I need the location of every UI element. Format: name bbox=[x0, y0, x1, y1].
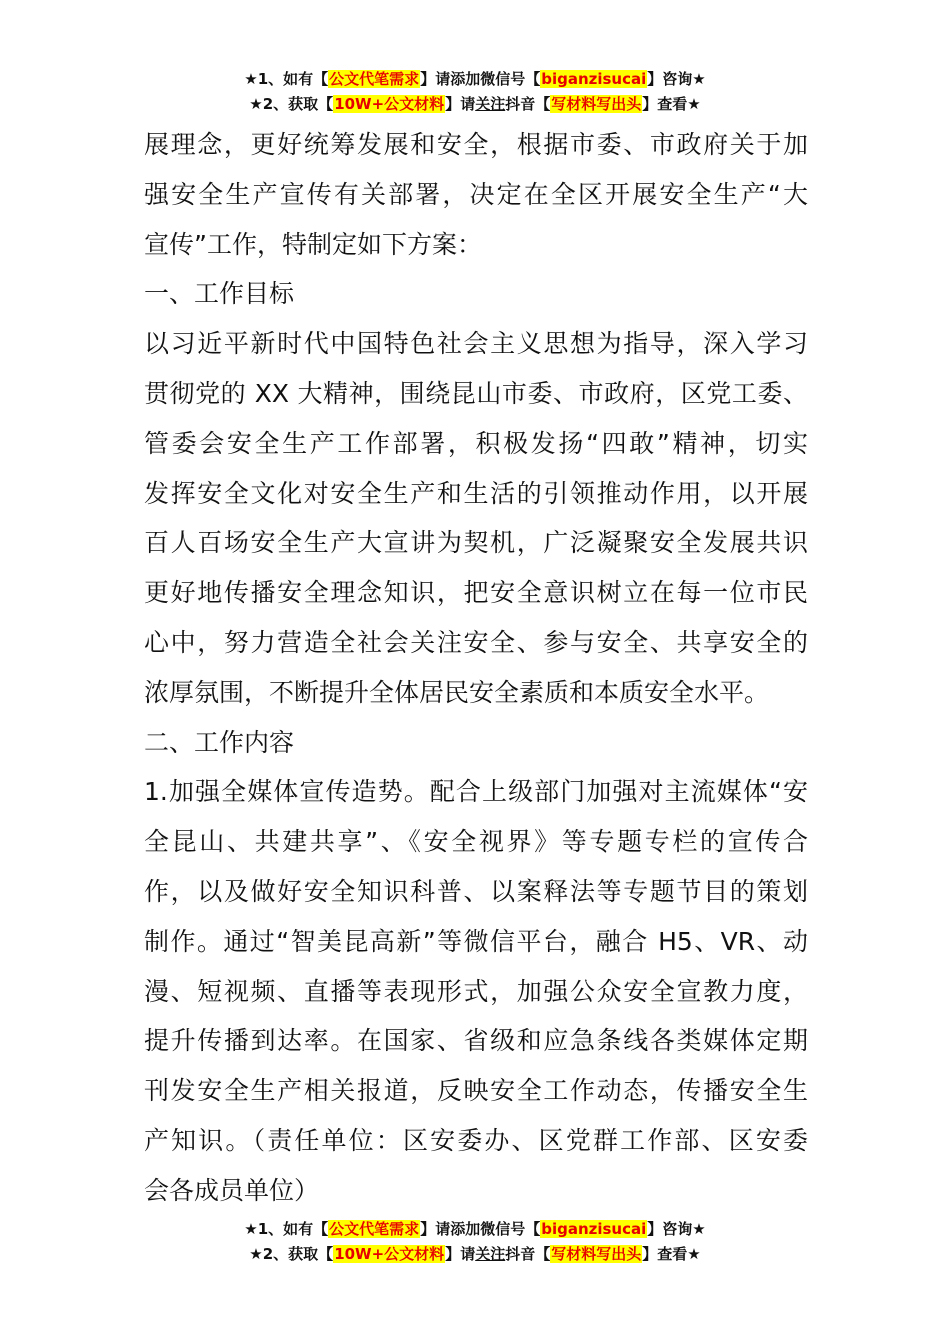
body-line: 制作。通过“智美昆高新”等微信平台，融合 H5、VR、动 bbox=[144, 926, 808, 956]
body-line: 浓厚氛围，不断提升全体居民安全素质和本质安全水平。 bbox=[144, 677, 770, 707]
top-banner bbox=[0, 67, 950, 117]
banner-text: 】查看★ bbox=[642, 1245, 701, 1263]
banner-text: 抖音【 bbox=[505, 1245, 551, 1263]
body-line: 强安全生产宣传有关部署，决定在全区开展安全生产“大 bbox=[144, 179, 808, 209]
document-body bbox=[144, 120, 808, 1216]
body-line: 产知识。（责任单位：区安委办、区党群工作部、区安委 bbox=[144, 1125, 808, 1155]
body-line: 漫、短视频、直播等表现形式，加强公众安全宣教力度， bbox=[144, 976, 808, 1006]
banner-line-1 bbox=[0, 67, 950, 92]
banner-line-2 bbox=[0, 1242, 950, 1267]
body-line: 作，以及做好安全知识科普、以案释法等专题节目的策划 bbox=[144, 876, 808, 906]
body-line: 全昆山、共建共享”、《安全视界》等专题专栏的宣传合 bbox=[144, 827, 808, 857]
body-line: 百人百场安全生产大宣讲为契机，广泛凝聚安全发展共识 bbox=[144, 528, 808, 558]
body-line: 贯彻党的 XX 大精神，围绕昆山市委、市政府，区党工委、 bbox=[144, 378, 808, 408]
section-heading: 一、工作目标 bbox=[144, 279, 295, 309]
banner-text: 】请 bbox=[445, 1245, 476, 1263]
highlight-wechat-id: biganzisucai bbox=[541, 70, 647, 88]
highlight-douyin: 写材料写出头 bbox=[551, 95, 642, 113]
highlight-materials: 10W+公文材料 bbox=[334, 1245, 445, 1263]
banner-underlined-text: 关注 bbox=[475, 1245, 506, 1263]
banner-text: ★1、如有【 bbox=[244, 1220, 329, 1238]
banner-underlined-text: 关注 bbox=[475, 95, 506, 113]
banner-text: ★2、获取【 bbox=[249, 1245, 334, 1263]
banner-text: 】请 bbox=[445, 95, 476, 113]
body-line: 管委会安全生产工作部署，积极发扬“四敢”精神，切实 bbox=[144, 428, 808, 458]
section-heading: 二、工作内容 bbox=[144, 727, 295, 757]
body-line: 以习近平新时代中国特色社会主义思想为指导，深入学习 bbox=[144, 329, 808, 359]
banner-text: ★2、获取【 bbox=[249, 95, 334, 113]
banner-text: 】查看★ bbox=[642, 95, 701, 113]
highlight-materials: 10W+公文材料 bbox=[334, 95, 445, 113]
body-line: 1.加强全媒体宣传造势。配合上级部门加强对主流媒体“安 bbox=[144, 777, 808, 807]
banner-text: 抖音【 bbox=[505, 95, 551, 113]
banner-line-1 bbox=[0, 1217, 950, 1242]
body-line: 提升传播到达率。在国家、省级和应急条线各类媒体定期 bbox=[144, 1026, 808, 1056]
body-line: 更好地传播安全理念知识，把安全意识树立在每一位市民 bbox=[144, 578, 808, 608]
bottom-banner bbox=[0, 1217, 950, 1267]
banner-text: ★1、如有【 bbox=[244, 70, 329, 88]
body-line: 宣传”工作，特制定如下方案： bbox=[144, 229, 482, 259]
banner-text: 】请添加微信号【 bbox=[420, 70, 541, 88]
highlight-wechat-id: biganzisucai bbox=[541, 1220, 647, 1238]
body-line: 发挥安全文化对安全生产和生活的引领推动作用，以开展 bbox=[144, 478, 808, 508]
body-line: 心中，努力营造全社会关注安全、参与安全、共享安全的 bbox=[144, 627, 808, 657]
highlight-service: 公文代笔需求 bbox=[329, 1220, 420, 1238]
body-line: 刊发安全生产相关报道，反映安全工作动态，传播安全生 bbox=[144, 1076, 808, 1106]
banner-line-2 bbox=[0, 92, 950, 117]
banner-text: 】请添加微信号【 bbox=[420, 1220, 541, 1238]
banner-text: 】咨询★ bbox=[647, 70, 706, 88]
banner-text: 】咨询★ bbox=[647, 1220, 706, 1238]
body-line: 展理念，更好统筹发展和安全，根据市委、市政府关于加 bbox=[144, 130, 808, 159]
body-line: 会各成员单位） bbox=[144, 1175, 320, 1205]
highlight-douyin: 写材料写出头 bbox=[551, 1245, 642, 1263]
highlight-service: 公文代笔需求 bbox=[329, 70, 420, 88]
